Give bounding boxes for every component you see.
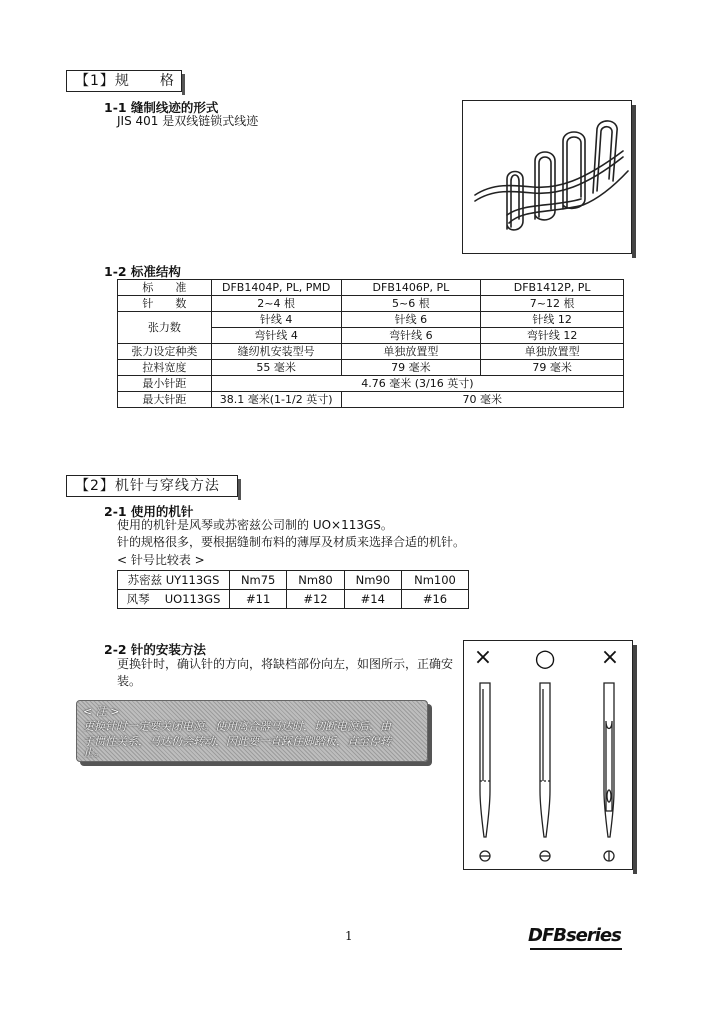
spec-table [117,279,624,408]
table-cell: Nm100 [401,571,468,590]
section-1-heading: 【1】规 格 [66,70,182,92]
table-cell: 针线 12 [481,312,624,328]
table-cell: #14 [344,590,401,609]
table-row [118,571,469,590]
table-row [118,296,624,312]
table-cell: Nm80 [287,571,344,590]
table-cell: 38.1 毫米(1-1/2 英寸) [211,392,341,408]
caution-note [76,700,428,762]
note-line-3: 止。 [83,746,105,759]
table-cell: Nm90 [344,571,401,590]
needle-text-line-1: 使用的机针是风琴或苏密兹公司制的 UO×113GS。 [117,518,393,532]
table-cell: DFB1406P, PL [341,280,481,296]
needle-installation-figure [463,640,633,870]
table-cell: #11 [230,590,287,609]
table-cell: 单独放置型 [341,344,481,360]
install-text-line-1: 更换针时，确认针的方向，将缺档部份向左，如图所示，正确安 [117,657,454,671]
table-cell: 拉料宽度 [118,360,212,376]
table-cell: DFB1412P, PL [481,280,624,296]
table-row [118,376,624,392]
table-cell: 最小针距 [118,376,212,392]
table-cell: 最大针距 [118,392,212,408]
needles-illustration [464,641,632,869]
note-line-1: 更换针时一定要关闭电源。使用离合器马达时，切断电源后，由 [83,720,391,733]
series-logo: DFBseries [528,925,621,946]
table-cell: 7~12 根 [481,296,624,312]
table-cell: 苏密兹 UY113GS [118,571,230,590]
table-cell: 弯针线 6 [341,328,481,344]
comparison-caption: < 针号比较表 > [117,553,205,567]
table-cell: 张力设定种类 [118,344,212,360]
needle-comparison-table [117,570,469,609]
chain-stitch-figure [462,100,632,254]
table-cell: 2~4 根 [211,296,341,312]
table-row [118,360,624,376]
table-cell: 弯针线 12 [481,328,624,344]
subsection-2-2-title: 2-2 针的安装方法 [104,642,206,657]
table-cell: 5~6 根 [341,296,481,312]
table-cell: 55 毫米 [211,360,341,376]
stitch-description: JIS 401 是双线链锁式线迹 [117,114,259,128]
table-row [118,280,624,296]
section-2-heading: 【2】机针与穿线方法 [66,475,238,497]
table-cell: 缝纫机安装型号 [211,344,341,360]
table-cell: #12 [287,590,344,609]
table-cell: 针 数 [118,296,212,312]
note-label: < 注 > [83,705,120,718]
table-cell: DFB1404P, PL, PMD [211,280,341,296]
table-cell: Nm75 [230,571,287,590]
subsection-1-2-title: 1-2 标准结构 [104,264,181,279]
note-line-2: 于惯性关系，马达仍会转动，因此要一直踩住脚踏板，直至停转 [83,735,391,748]
table-row [118,312,624,328]
table-cell: 标 准 [118,280,212,296]
table-cell: 4.76 毫米 (3/16 英寸) [211,376,623,392]
table-cell: #16 [401,590,468,609]
install-text-line-2: 装。 [117,674,142,688]
table-cell: 风琴 UO113GS [118,590,230,609]
subsection-2-1-title: 2-1 使用的机针 [104,504,194,519]
table-row [118,344,624,360]
table-cell: 70 毫米 [341,392,623,408]
wrong-mark-icon: × [473,645,493,670]
chain-stitch-illustration [463,101,631,253]
table-cell: 针线 6 [341,312,481,328]
table-cell: 针线 4 [211,312,341,328]
table-cell: 79 毫米 [481,360,624,376]
logo-underline [530,948,622,950]
table-row [118,392,624,408]
page-number: 1 [345,929,353,943]
correct-mark-icon: ○ [534,644,556,672]
table-cell: 79 毫米 [341,360,481,376]
table-cell: 弯针线 4 [211,328,341,344]
wrong-mark-icon: × [600,645,620,670]
subsection-1-1-title: 1-1 缝制线迹的形式 [104,100,219,115]
table-cell: 张力数 [118,312,212,344]
table-row [118,590,469,609]
table-cell: 单独放置型 [481,344,624,360]
needle-text-line-2: 针的规格很多，要根据缝制布料的薄厚及材质来选择合适的机针。 [117,535,466,549]
